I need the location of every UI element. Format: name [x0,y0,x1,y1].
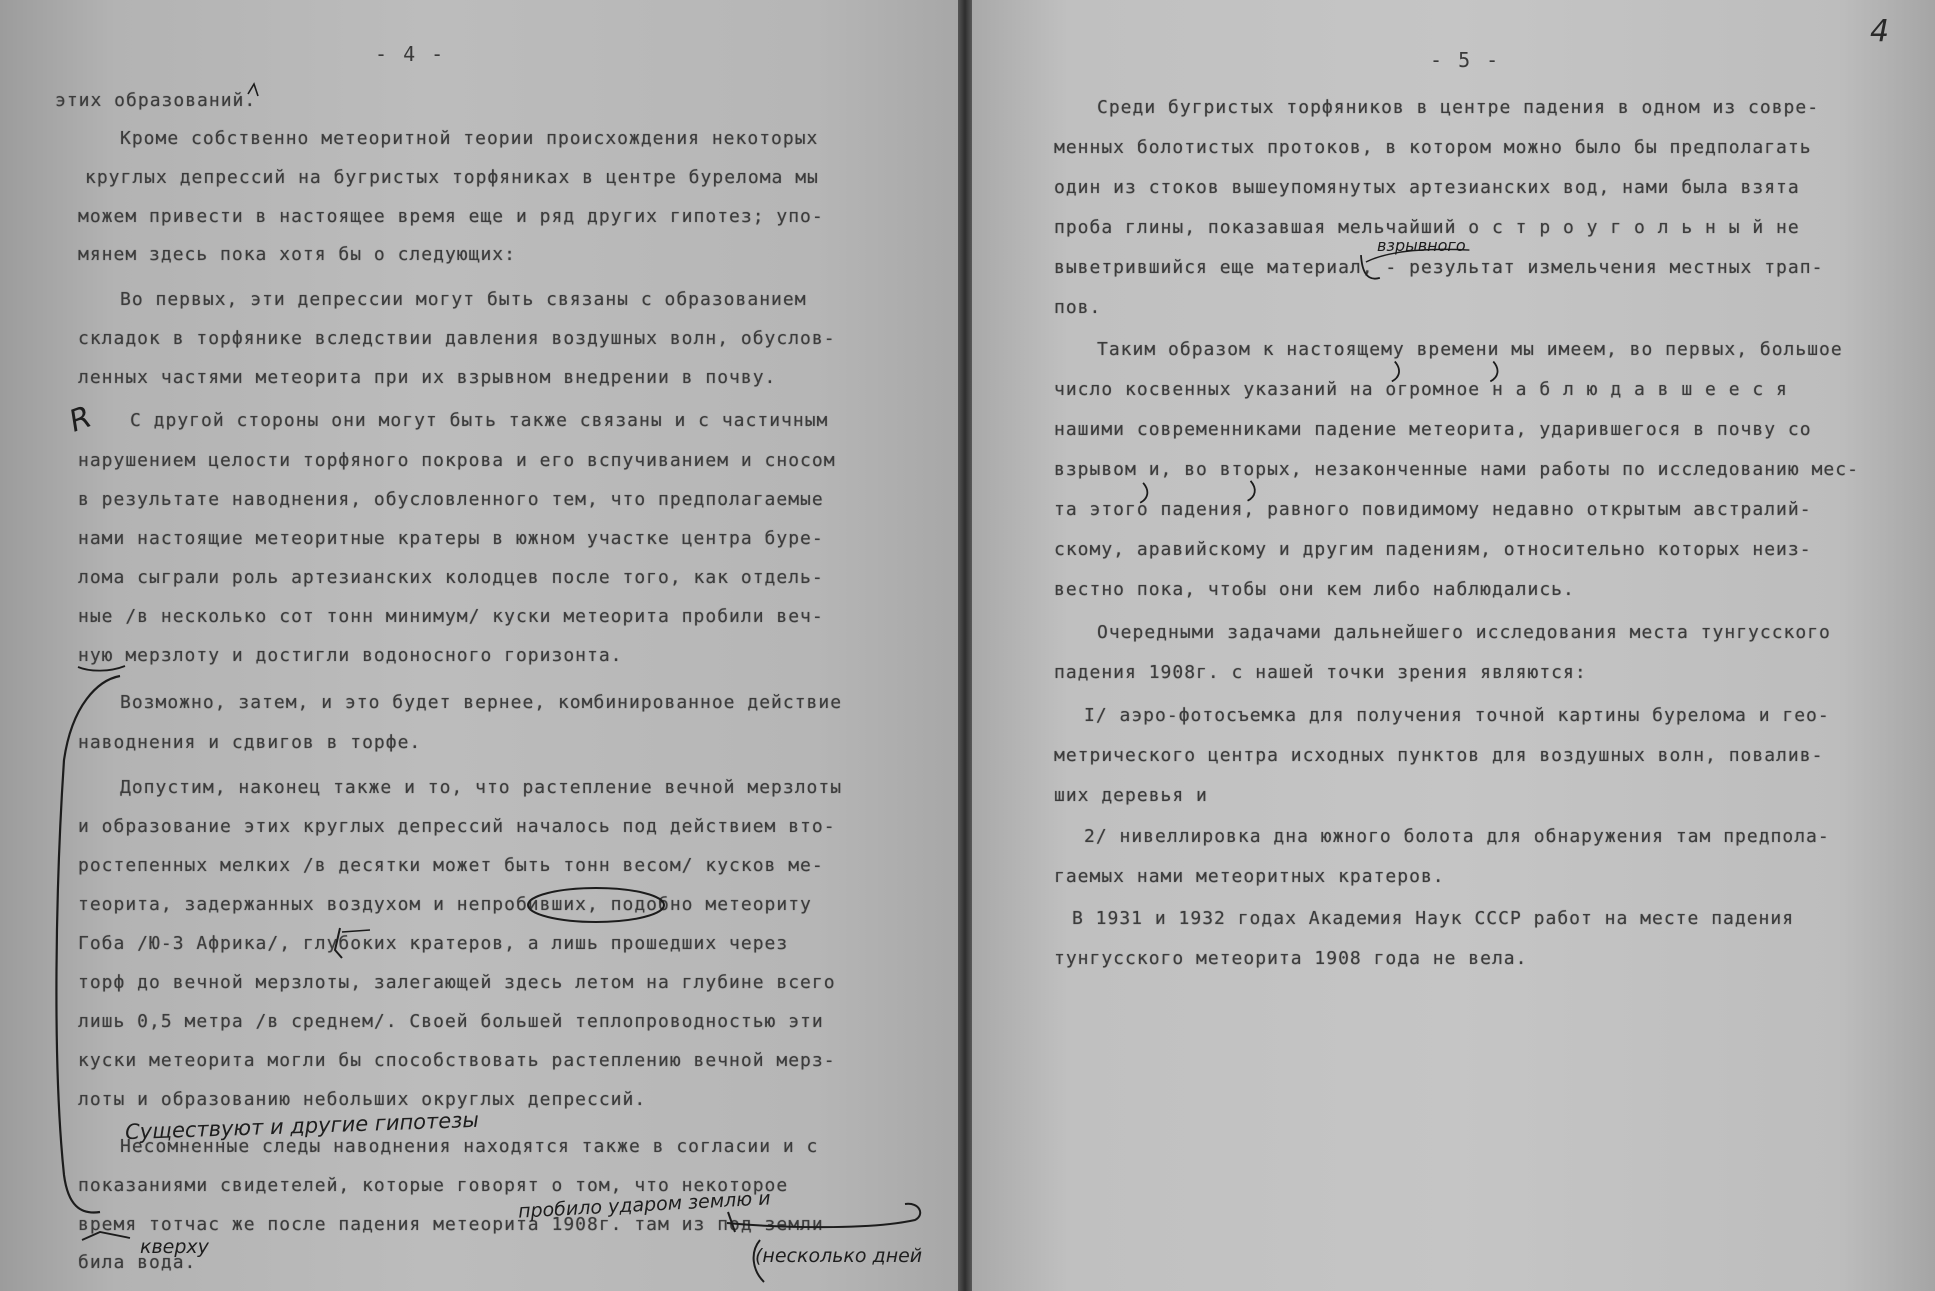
handwritten-note-vzryvnogo: взрывного [1377,236,1466,255]
page-number: - 5 - [1430,48,1501,72]
text-line: ные /в несколько сот тонн минимум/ куски метеорита пробили веч- [78,606,824,627]
text-line: В 1931 и 1932 годах Академия Наук СССР работ на месте падения [1072,908,1795,929]
text-line: можем привести в настоящее время еще и ряд других гипотез; упо- [78,206,824,227]
text-line: и образование этих круглых депрессий началось под действием вто- [78,816,836,837]
text-line: лоты и образованию небольших округлых депрессий. [78,1089,647,1110]
text-line: показаниями свидетелей, которые говорят о том, что некоторое [78,1175,789,1196]
text-line: I/ аэро-фотосъемка для получения точной картины бурелома и гео- [1084,705,1830,726]
text-line: Кроме собственно метеоритной теории происхождения некоторых [120,128,819,149]
text-line: ростепенных мелких /в десятки может быть тонн весом/ кусков ме- [78,855,824,876]
text-line: тунгусского метеорита 1908 года не вела. [1054,948,1528,969]
text-line: Таким образом к настоящему времени мы имеем, во первых, большое [1097,339,1843,360]
handwritten-note-probilo: пробило ударом землю и [517,1187,772,1223]
text-line: выветрившийся еще материал, - результат измельчения местных трап- [1054,257,1824,278]
right-page [972,0,1935,1291]
text-line: круглых депрессий на бугристых торфяниках в центре бурелома мы [85,167,819,188]
text-line: лишь 0,5 метра /в среднем/. Своей большей теплопроводностью эти [78,1011,824,1032]
text-line: скому, аравийскому и другим падениям, относительно которых неиз- [1054,539,1812,560]
margin-mark: R [64,399,97,440]
text-line: Гоба /Ю-З Африка/, глубоких кратеров, а лишь прошедших через [78,933,789,954]
page-number: - 4 - [375,42,446,66]
text-line: Возможно, затем, и это будет вернее, комбинированное действие [120,692,843,713]
text-line: падения 1908г. с нашей точки зрения являются: [1054,662,1587,683]
text-line: Во первых, эти депрессии могут быть связаны с образованием [120,289,807,310]
handwritten-note-hypotheses: Существуют и другие гипотезы [124,1107,480,1145]
text-line: метрического центра исходных пунктов для воздушных волн, повалив- [1054,745,1824,766]
text-line: гаемых нами метеоритных кратеров. [1054,866,1445,887]
corner-note: 4 [1870,14,1890,49]
text-line: время тотчас же после падения метеорита 1908г. там из под земли [78,1214,824,1235]
text-line: менных болотистых протоков, в котором можно было бы предполагать [1054,137,1812,158]
text-line: взрывом и, во вторых, незаконченные нами работы по исследованию мес- [1054,459,1859,480]
text-line: этих образований. [55,90,257,111]
text-line: мянем здесь пока хотя бы о следующих: [78,244,516,265]
text-line: нарушением целости торфяного покрова и его вспучиванием и сносом [78,450,836,471]
text-line: лома сыграли роль артезианских колодцев после того, как отдель- [78,567,824,588]
text-line: один из стоков вышеупомянутых артезианских вод, нами была взята [1054,177,1800,198]
text-line: теорита, задержанных воздухом и непробивших, подобно метеориту [78,894,812,915]
text-line: куски метеорита могли бы способствовать растеплению вечной мерз- [78,1050,836,1071]
text-line: Допустим, наконец также и то, что растепление вечной мерзлоты [120,777,843,798]
book-gutter [958,0,972,1291]
text-line: Среди бугристых торфяников в центре падения в одном из совре- [1097,97,1820,118]
text-line: Очередными задачами дальнейшего исследования места тунгусского [1097,622,1831,643]
text-line: 2/ нивеллировка дна южного болота для обнаружения там предпола- [1084,826,1830,847]
text-line: торф до вечной мерзлоты, залегающей здесь летом на глубине всего [78,972,836,993]
left-page [0,0,958,1291]
text-line: С другой стороны они могут быть также связаны и с частичным [130,410,829,431]
text-line: в результате наводнения, обусловленного тем, что предполагаемые [78,489,824,510]
text-line: нами настоящие метеоритные кратеры в южном участке центра буре- [78,528,824,549]
text-line: ную мерзлоту и достигли водоносного горизонта. [78,645,623,666]
text-line: Несомненные следы наводнения находятся также в согласии и с [120,1136,819,1157]
text-line: ших деревья и [1054,785,1208,806]
text-line: била вода. [78,1252,197,1273]
text-line: ленных частями метеорита при их взрывном внедрении в почву. [78,367,777,388]
text-line: наводнения и сдвигов в торфе. [78,732,422,753]
text-line: вестно пока, чтобы они кем либо наблюдались. [1054,579,1575,600]
text-line: число косвенных указаний на огромное н а б л ю д а в ш е е с я [1054,379,1788,400]
text-line: та этого падения, равного повидимому недавно открытым австралий- [1054,499,1812,520]
handwritten-note-neskolko-dney: (несколько дней [755,1245,923,1267]
text-line: проба глины, показавшая мельчайший о с т р о у г о л ь н ы й не [1054,217,1800,238]
text-line: пов. [1054,297,1102,318]
handwritten-note-kverkhu: кверху [140,1236,209,1258]
text-line: складок в торфянике вследствии давления воздушных волн, обуслов- [78,328,836,349]
text-line: нашими современниками падение метеорита, ударившегося в почву со [1054,419,1812,440]
